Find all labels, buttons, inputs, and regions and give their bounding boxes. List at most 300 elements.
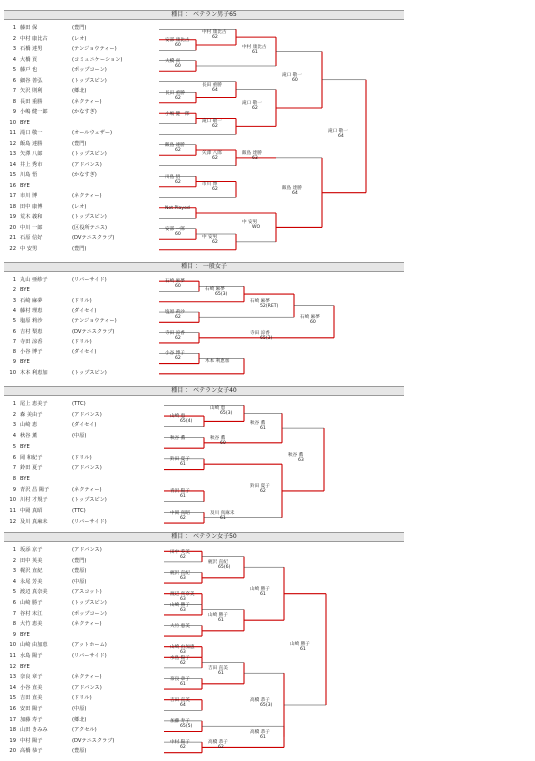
seed-number: 1 [12, 401, 16, 407]
match-result [250, 421, 266, 431]
club-name: (ダイセイ) [72, 349, 97, 356]
seed-number: 8 [12, 621, 16, 628]
match-winner: 矢澤 八郎 [202, 150, 222, 156]
club-name: (ポップコーン) [72, 610, 107, 617]
match-winner: 梶沢 直紀 [208, 560, 228, 566]
match-result [205, 287, 227, 297]
match-result [202, 235, 218, 245]
player-name: 川村 才規子 [20, 497, 48, 504]
player-name: 山崎 恵 [20, 422, 38, 429]
player-name: 滝口 敬一 [20, 130, 43, 136]
match-result [288, 453, 304, 463]
club-name: (アドバンス) [72, 465, 102, 472]
match-score: 61 [180, 681, 186, 687]
player-name: 市川 博 [20, 193, 38, 199]
player-name: 山田 きみみ [20, 727, 48, 734]
match-winner: Not Played [165, 206, 190, 211]
club-name: (レオ) [72, 203, 87, 210]
seed-number: 12 [9, 518, 16, 525]
seed-number: 16 [9, 182, 16, 189]
match-winner: 吉田 直美 [170, 698, 190, 703]
club-name: (リバーサイド) [72, 277, 107, 283]
player-name: BYE [20, 475, 30, 482]
seed-number: 6 [12, 328, 16, 335]
player-name: 小嶋 健一郎 [20, 109, 48, 115]
match-score: 62 [175, 95, 181, 101]
match-winner: 寺田 涼香 [250, 330, 270, 336]
match-score: 60 [310, 319, 316, 325]
match-result [208, 613, 228, 623]
player-name: 大橋 貢 [20, 56, 38, 63]
match-score: 65(6) [218, 565, 231, 571]
club-name: (かなすぎ) [72, 172, 97, 178]
match-winner: 石崎 麻夢 [300, 314, 320, 320]
match-result [282, 186, 302, 196]
match-result [170, 740, 190, 750]
match-winner: 加藤 寿子 [170, 719, 190, 725]
club-name: (アスコット) [72, 589, 102, 596]
match-result [165, 143, 185, 153]
event-title: 種目 ： ベテラン女子40 [4, 386, 404, 396]
seed-number: 12 [9, 663, 16, 670]
match-result [202, 151, 222, 161]
match-result [205, 359, 229, 364]
seed-number: 2 [12, 411, 16, 418]
match-score: 63 [252, 155, 258, 161]
match-score: 61 [218, 671, 224, 677]
club-name: (ネクティー) [72, 98, 102, 105]
club-name: (ネクティー) [72, 621, 102, 628]
match-result [202, 83, 222, 93]
match-result [165, 351, 185, 361]
seed-number: 15 [9, 172, 16, 178]
club-name: (アドバンス) [72, 411, 102, 418]
club-name: (トップスピン) [72, 497, 107, 504]
player-name: 飯島 達勝 [20, 140, 43, 147]
match-score: 65(5) [180, 724, 193, 730]
match-winner: 石崎 麻夢 [165, 279, 185, 285]
match-score: 62 [212, 155, 218, 161]
player-name: 水島 陽子 [20, 653, 43, 659]
club-name: (テンジョウティー) [72, 46, 117, 52]
bracket-lines [4, 262, 404, 381]
seed-number: 14 [9, 684, 16, 691]
club-name: (アドバンス) [72, 684, 102, 691]
match-score: WO [252, 225, 261, 231]
club-name: (リバーサイド) [72, 653, 107, 659]
match-result [170, 603, 190, 613]
player-name: 尾上 恵美子 [20, 401, 48, 407]
player-name: 鈴田 夏子 [20, 465, 43, 472]
match-result [242, 45, 266, 55]
seed-number: 8 [12, 349, 16, 356]
seed-number: 3 [12, 46, 16, 52]
club-name: (アクセル) [72, 727, 97, 734]
seed-number: 22 [9, 245, 16, 252]
seed-number: 19 [9, 214, 16, 220]
match-winner: 滝口 敬一 [242, 101, 262, 106]
match-score: 60 [175, 64, 181, 69]
match-winner: 大橋 貢 [165, 59, 181, 64]
club-name: (TTC) [72, 401, 86, 407]
match-winner: 山崎 勝子 [208, 613, 228, 619]
match-score: 52(RET) [260, 303, 279, 309]
match-winner: 石崎 麻夢 [250, 298, 270, 304]
draw-section-veteran-women-40 [4, 386, 404, 530]
player-name: 谷村 末江 [20, 610, 43, 617]
club-name: (DVテニスクラブ) [72, 235, 115, 241]
match-winner: 梶沢 直紀 [170, 570, 190, 576]
player-name: 中岡 真昭 [20, 508, 43, 514]
club-name: (中原) [72, 433, 87, 440]
club-name: (DVテニスクラブ) [72, 328, 115, 335]
match-winner: 田中 英美 [170, 549, 190, 555]
match-winner: 中岡 真昭 [170, 510, 190, 516]
club-name: (ドリル) [72, 454, 92, 461]
player-name: 大竹 恵美 [20, 621, 43, 628]
match-result [165, 227, 185, 237]
player-name: 永尾 芳美 [20, 578, 43, 585]
match-result [170, 414, 192, 424]
player-name: 田中 英美 [20, 557, 43, 564]
club-name: (ドリル) [72, 338, 92, 345]
match-result [210, 436, 226, 446]
seed-number: 5 [12, 443, 16, 450]
match-score: 61 [220, 515, 226, 521]
match-score: 62 [212, 239, 218, 245]
player-name: 藤村 理恵 [20, 307, 43, 314]
match-winner: 山崎 勝子 [250, 586, 270, 592]
match-result [165, 91, 185, 101]
player-name: BYE [20, 287, 30, 294]
bracket-lines [4, 386, 404, 530]
match-winner: 鈴田 夏子 [170, 457, 190, 463]
player-name: 青沢 昌 陽子 [20, 486, 50, 493]
match-score: 60 [175, 43, 181, 48]
draw-section-general-women [4, 262, 404, 381]
club-name: (レオ) [72, 35, 87, 42]
seed-number: 21 [9, 235, 16, 241]
seed-number: 19 [9, 737, 16, 744]
club-name: (ネクティー) [72, 486, 102, 493]
player-name: 中川 一郎 [20, 224, 43, 231]
seed-number: 2 [12, 287, 16, 294]
match-result [250, 730, 270, 740]
player-name: 山崎 勝子 [20, 600, 43, 606]
seed-number: 8 [12, 475, 16, 482]
match-score: 62 [175, 356, 181, 362]
club-name: (DVテニスクラブ) [72, 737, 115, 744]
player-name: BYE [20, 663, 30, 670]
player-name: 川島 悟 [20, 172, 38, 178]
match-score: 65(3) [220, 411, 233, 417]
club-name: (ダイセイ) [72, 307, 97, 314]
match-score: 60 [220, 440, 226, 446]
event-title: 種目 ： ベテラン男子65 [4, 10, 404, 20]
bracket-lines [4, 532, 404, 760]
match-result [170, 719, 192, 729]
match-result [250, 587, 270, 597]
seed-number: 9 [12, 359, 16, 366]
match-winner: 滝口 敬一 [282, 72, 302, 78]
match-winner: 滝口 敬一 [328, 129, 348, 135]
player-name: 矢澤 八郎 [20, 151, 43, 157]
player-name: BYE [20, 631, 30, 638]
seed-number: 18 [9, 203, 16, 210]
player-name: 藤田 保 [20, 25, 38, 31]
player-name: 中村 陽子 [20, 737, 43, 744]
seed-number: 6 [12, 600, 16, 606]
match-result [290, 642, 310, 652]
club-name: (ドリル) [72, 695, 92, 702]
player-name: 石崎 麻夢 [20, 297, 43, 304]
seed-number: 6 [12, 77, 16, 84]
club-name: (ネクティー) [72, 674, 102, 681]
club-name: (区役所テニス) [72, 224, 107, 231]
match-score: 65(4) [180, 419, 193, 425]
event-title: 種目 ： 一般女子 [4, 262, 404, 272]
club-name: (豊原) [72, 568, 87, 575]
seed-number: 10 [9, 642, 16, 649]
player-name: 梶沢 直紀 [20, 568, 43, 575]
club-name: (アドバンス) [72, 161, 102, 168]
match-score: 62 [175, 335, 181, 341]
match-result [170, 511, 190, 521]
club-name: (ネクティー) [72, 193, 102, 199]
seed-number: 13 [9, 674, 16, 681]
seed-number: 4 [12, 307, 16, 314]
seed-number: 13 [9, 151, 16, 157]
player-name: 中 安男 [20, 245, 38, 252]
club-name: (豊門) [72, 25, 87, 31]
seed-number: 6 [12, 454, 16, 461]
seed-number: 20 [9, 224, 16, 231]
player-name: 加藤 寿子 [20, 716, 43, 723]
match-winner: 長田 重勝 [202, 82, 222, 88]
player-name: 秋谷 薫 [20, 433, 38, 440]
match-winner: 秋谷 薫 [250, 421, 266, 427]
match-winner: 中村 康比古 [242, 44, 267, 50]
match-winner: 飯島 達勝 [165, 143, 185, 148]
seed-number: 11 [9, 508, 16, 514]
match-score: 61 [252, 49, 258, 55]
seed-number: 8 [12, 98, 16, 105]
match-score: 64 [292, 190, 298, 196]
club-name: (郷北) [72, 88, 87, 94]
match-winner: 安部 康比古 [165, 38, 190, 43]
match-winner: 水島 陽子 [170, 655, 190, 661]
seed-number: 18 [9, 727, 16, 734]
player-name: 吉村 梨恵 [20, 328, 43, 335]
club-name: (郷北) [72, 716, 87, 723]
match-score: 61 [300, 647, 306, 653]
match-score: 65(3) [260, 703, 273, 708]
seed-number: 1 [12, 277, 16, 283]
match-winner: 寺田 涼香 [165, 330, 185, 336]
match-winner: 高橋 恭子 [250, 698, 270, 703]
match-winner: 鈴田 夏子 [250, 483, 270, 489]
club-name: (豊原) [72, 748, 87, 755]
seed-number: 2 [12, 35, 16, 42]
match-result [250, 698, 272, 708]
seed-number: 14 [9, 161, 16, 168]
draw-section-veteran-men-65 [4, 10, 404, 257]
match-result [250, 331, 272, 341]
match-score: 63 [180, 650, 186, 655]
match-result [165, 38, 189, 48]
match-winner: 吉田 直美 [208, 666, 228, 672]
player-name: 高橋 恭子 [20, 748, 43, 755]
player-name: 細谷 善弘 [20, 77, 43, 84]
match-winner: 山崎 恵 [210, 406, 226, 412]
seed-number: 5 [12, 318, 16, 325]
match-result [165, 206, 190, 211]
seed-number: 15 [9, 695, 16, 702]
match-winner: 市川 博 [202, 182, 218, 188]
club-name: (ポップコーン) [72, 67, 107, 73]
player-name: 塩原 莉沙 [20, 318, 43, 325]
player-name: 長田 重勝 [20, 98, 43, 105]
player-name: 及川 真麻未 [20, 518, 48, 525]
seed-number: 17 [9, 716, 16, 723]
match-winner: 中 安男 [202, 234, 218, 240]
match-result [242, 151, 262, 161]
player-name: 中村 康比古 [20, 35, 48, 42]
match-winner: 塩原 莉沙 [165, 310, 185, 316]
match-score: 63 [298, 457, 304, 463]
match-result [170, 489, 190, 499]
club-name: (中原) [72, 578, 87, 585]
seed-number: 20 [9, 748, 16, 755]
match-winner: 木本 利恵加 [205, 359, 230, 365]
match-score: 62 [212, 187, 218, 193]
match-result [208, 560, 230, 570]
club-name: (豊門) [72, 245, 87, 252]
player-name: BYE [20, 443, 30, 450]
match-result [208, 666, 228, 676]
match-score: 64 [180, 703, 186, 708]
match-winner: 安部 一郎 [165, 227, 185, 232]
seed-number: 11 [9, 653, 16, 659]
club-name: (豊門) [72, 140, 87, 147]
club-name: (トップスピン) [72, 600, 107, 606]
seed-number: 3 [12, 422, 16, 429]
match-winner: 秋谷 薫 [288, 452, 304, 458]
seed-number: 3 [12, 297, 16, 304]
match-winner: 飯島 達勝 [282, 185, 302, 191]
match-score: 65(3) [260, 335, 273, 341]
match-result [170, 698, 190, 708]
club-name: (アットホーム) [72, 642, 107, 649]
match-score: 64 [212, 87, 218, 93]
match-winner: 滝口 敬一 [202, 119, 222, 125]
match-result [170, 624, 190, 629]
match-score: 62 [180, 745, 186, 751]
player-name: 田中 康博 [20, 203, 43, 210]
club-name: (テンジョウティー) [72, 318, 117, 325]
player-name: 井上 秀市 [20, 161, 43, 168]
match-winner: 大竹 恵美 [170, 623, 190, 629]
match-result [242, 101, 262, 111]
match-winner: 長田 重勝 [165, 90, 185, 96]
match-result [165, 310, 185, 320]
seed-number: 1 [12, 547, 16, 553]
match-result [165, 279, 185, 289]
match-result [165, 331, 185, 341]
match-winner: 山崎 勝子 [290, 642, 310, 648]
match-winner: 青沢 陽子 [170, 489, 190, 495]
match-score: 61 [260, 426, 266, 432]
player-name: 矢沢 則利 [20, 88, 43, 94]
player-name: 木本 利恵加 [20, 369, 48, 376]
player-name: 小谷 博子 [20, 349, 43, 356]
seed-number: 10 [9, 369, 16, 376]
player-name: 山崎 由加恵 [20, 642, 48, 649]
match-result [170, 656, 190, 666]
match-winner: 高橋 恭子 [208, 740, 228, 746]
seed-number: 12 [9, 140, 16, 147]
match-score: 60 [175, 284, 181, 290]
match-score: 61 [180, 494, 186, 500]
seed-number: 17 [9, 193, 16, 199]
match-result [202, 119, 222, 129]
player-name: 石原 信好 [20, 235, 43, 241]
match-result [210, 511, 234, 521]
match-winner: 中村 陽子 [170, 740, 190, 746]
match-winner: 中 安男 [242, 220, 258, 226]
seed-number: 5 [12, 67, 16, 73]
match-winner: 飯島 達勝 [242, 150, 262, 156]
match-result [250, 299, 278, 309]
player-name: 坂添 京子 [20, 547, 43, 553]
match-winner: 小谷 博子 [165, 351, 185, 357]
player-name: 奈良 章子 [20, 674, 43, 681]
match-score: 62 [175, 179, 181, 185]
player-name: 丸山 亜紗子 [20, 277, 48, 283]
player-name: 安田 陽子 [20, 706, 43, 712]
club-name: (かなすぎ) [72, 109, 97, 115]
seed-number: 9 [12, 486, 16, 493]
match-winner: 石崎 麻夢 [205, 287, 225, 293]
match-result [208, 740, 228, 750]
seed-number: 7 [12, 610, 16, 617]
match-result [165, 112, 189, 117]
club-name: (ドリル) [72, 297, 92, 304]
match-winner: 小嶋 健一郎 [165, 111, 190, 117]
player-name: 森 美由子 [20, 411, 43, 418]
match-score: 61 [180, 462, 186, 468]
seed-number: 2 [12, 557, 16, 564]
player-name: 石橋 達男 [20, 46, 43, 52]
match-score: 62 [260, 488, 266, 494]
match-score: 62 [180, 515, 186, 521]
match-score: 64 [338, 134, 344, 140]
match-winner: 高橋 恭子 [250, 729, 270, 735]
match-score: 62 [175, 148, 181, 153]
match-score: 61 [218, 618, 224, 624]
match-winner: 山崎 恵 [170, 414, 186, 420]
match-winner: 及川 真麻未 [210, 510, 235, 516]
seed-number: 16 [9, 706, 16, 712]
player-name: 藤戸 也 [20, 67, 38, 73]
player-name: 荒木 義和 [20, 214, 43, 220]
seed-number: 10 [9, 497, 16, 504]
seed-number: 7 [12, 88, 16, 94]
match-score: 62 [212, 35, 218, 41]
match-result [170, 592, 194, 602]
match-score: 62 [175, 315, 181, 321]
match-score: 62 [180, 660, 186, 666]
